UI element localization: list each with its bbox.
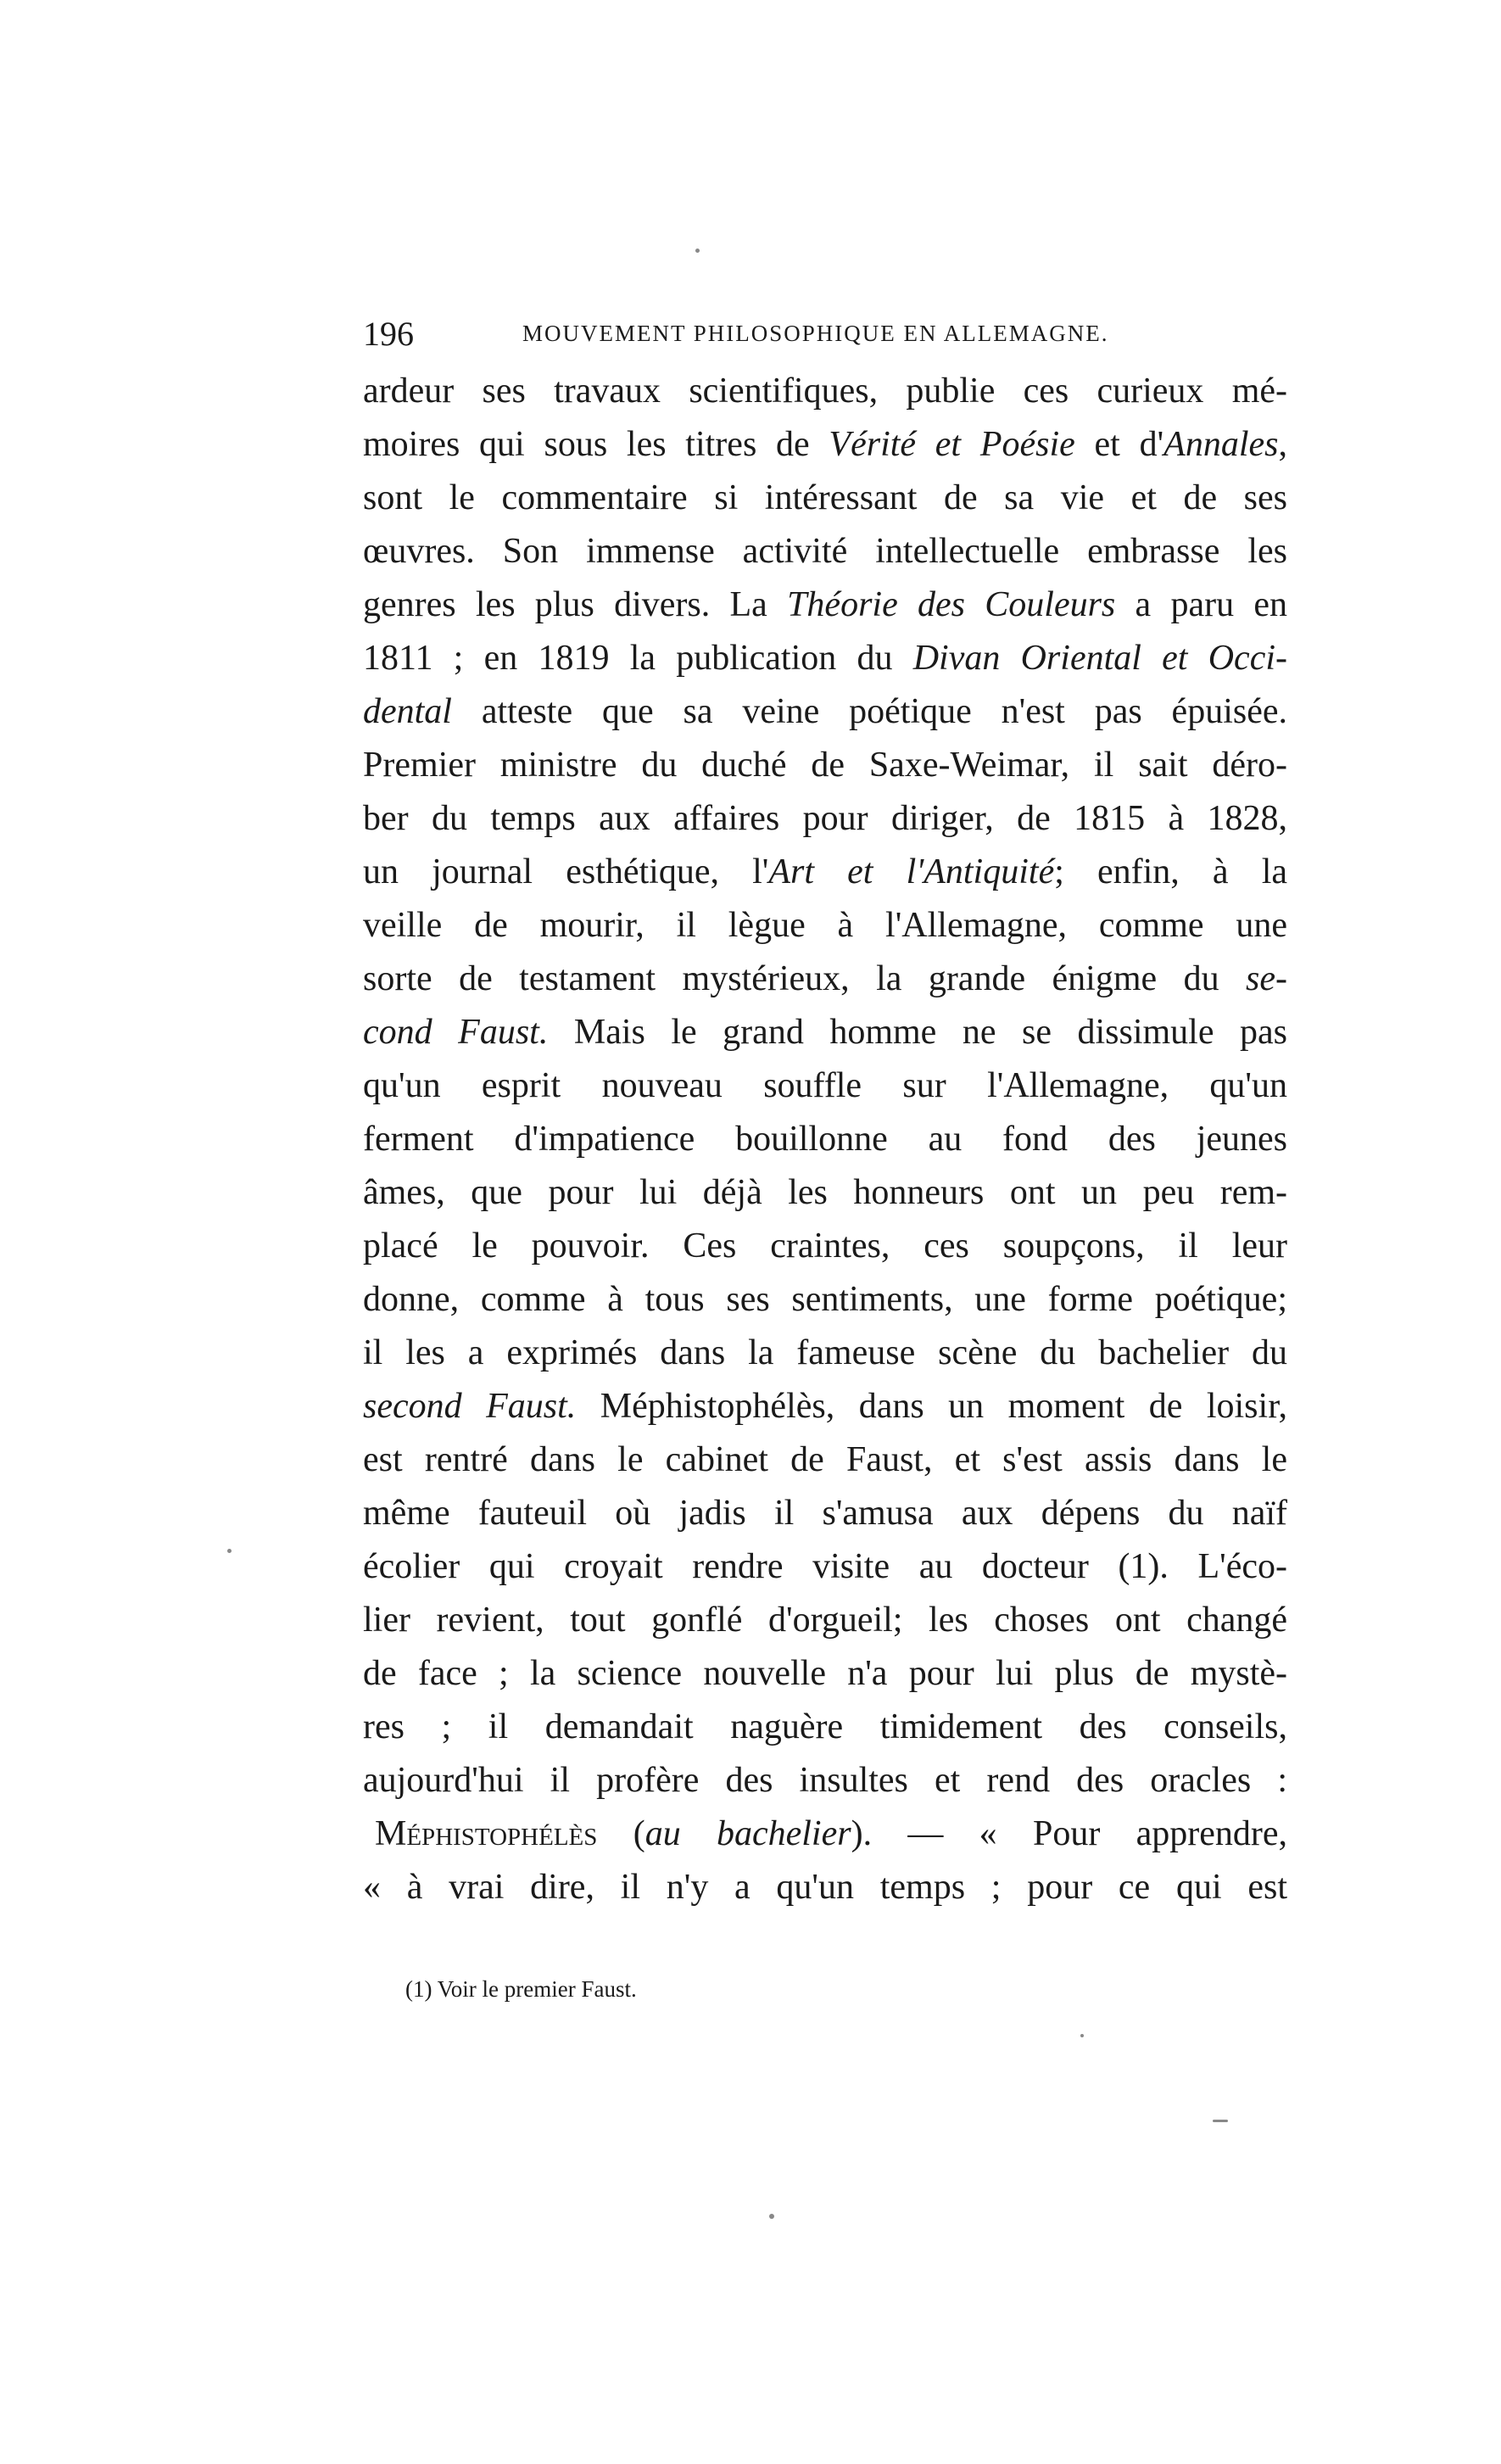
page-number: 196 [363,315,414,353]
scan-speck [1213,2120,1228,2122]
text-line: même fauteuil où jadis il s'amusa aux dépens du naïf [363,1494,1287,1533]
text-line: est rentré dans le cabinet de Faust, et s'est assis dans le [363,1440,1287,1479]
text-line: 1811 ; en 1819 la publication du Divan Oriental et Occi- [363,639,1287,678]
footnote: (1) Voir le premier Faust. [405,1976,637,2002]
text-line: œuvres. Son immense activité intellectuelle embrasse les [363,532,1287,571]
text-line: un journal esthétique, l'Art et l'Antiquité; enfin, à la [363,852,1288,891]
scan-speck [769,2214,774,2219]
text-line: âmes, que pour lui déjà les honneurs ont un peu rem- [363,1173,1287,1212]
text-line: aujourd'hui il profère des insultes et rend des oracles : [363,1761,1287,1800]
text-line: veille de mourir, il lègue à l'Allemagne, comme une [363,906,1287,945]
text-line: moires qui sous les titres de Vérité et Poésie et d'Annales, [363,425,1287,464]
page-header [363,314,1313,351]
text-line: donne, comme à tous ses sentiments, une forme poétique; [363,1280,1287,1319]
text-line: écolier qui croyait rendre visite au docteur (1). L'éco- [363,1547,1287,1586]
text-line: res ; il demandait naguère timidement des conseils, [363,1707,1287,1746]
text-line: de face ; la science nouvelle n'a pour lui plus de mystè- [363,1654,1287,1693]
text-line: « à vrai dire, il n'y a qu'un temps ; pour ce qui est [363,1868,1287,1907]
text-line: dental atteste que sa veine poétique n'est pas épuisée. [363,692,1287,731]
text-line: lier revient, tout gonflé d'orgueil; les choses ont changé [363,1601,1287,1640]
text-line: Méphistophélès (au bachelier). — « Pour apprendre, [375,1814,1287,1853]
text-line: il les a exprimés dans la fameuse scène du bachelier du [363,1333,1287,1372]
scan-speck [695,249,700,253]
text-line: sorte de testament mystérieux, la grande énigme du se- [363,959,1287,998]
text-line: Premier ministre du duché de Saxe-Weimar, il sait déro- [363,746,1287,785]
scan-speck [1080,2034,1084,2037]
body-text [363,365,1287,1914]
text-line: ardeur ses travaux scientifiques, publie ces curieux mé- [363,372,1287,411]
text-line: cond Faust. Mais le grand homme ne se dissimule pas [363,1013,1287,1052]
text-line: genres les plus divers. La Théorie des Couleurs a paru en [363,585,1287,624]
text-line: ferment d'impatience bouillonne au fond des jeunes [363,1120,1287,1159]
text-line: ber du temps aux affaires pour diriger, de 1815 à 1828, [363,799,1287,838]
text-line: sont le commentaire si intéressant de sa vie et de ses [363,478,1287,517]
scan-speck [227,1549,232,1553]
text-line: second Faust. Méphistophélès, dans un moment de loisir, [363,1387,1288,1426]
text-line: qu'un esprit nouveau souffle sur l'Allemagne, qu'un [363,1066,1287,1105]
text-line: placé le pouvoir. Ces craintes, ces soupçons, il leur [363,1226,1287,1266]
running-title: MOUVEMENT PHILOSOPHIQUE EN ALLEMAGNE. [522,321,1109,346]
